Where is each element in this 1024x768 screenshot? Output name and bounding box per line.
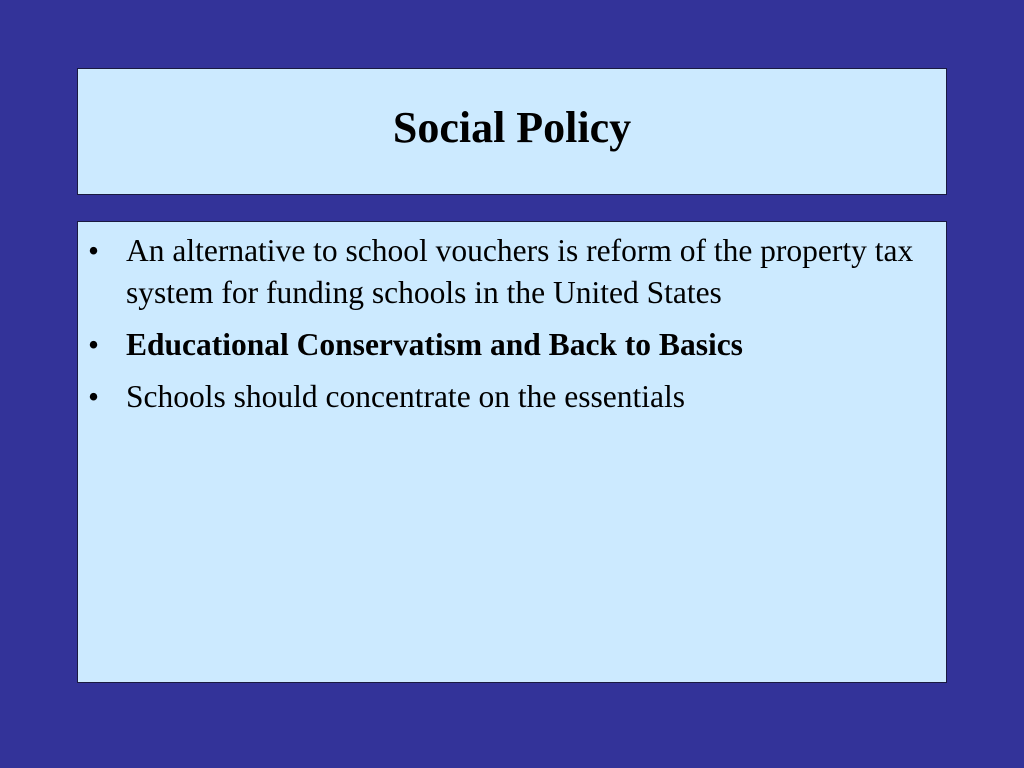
bullet-item	[88, 230, 933, 314]
bullet-text: Schools should concentrate on the essentials	[126, 379, 686, 414]
bullet-dot-icon: •	[88, 233, 100, 268]
bullet-text: An alternative to school vouchers is reform of the property tax system for funding schools in the United States	[126, 233, 914, 310]
bullet-text-heading: Educational Conservatism and Back to Basics	[126, 327, 743, 362]
title-panel	[77, 68, 947, 195]
slide-title: Social Policy	[392, 103, 632, 152]
bullet-list	[88, 230, 933, 428]
bullet-item	[88, 376, 933, 418]
bullet-dot-icon: •	[88, 379, 100, 414]
content-panel	[77, 221, 947, 683]
bullet-item	[88, 324, 933, 366]
bullet-dot-icon: •	[88, 327, 100, 362]
